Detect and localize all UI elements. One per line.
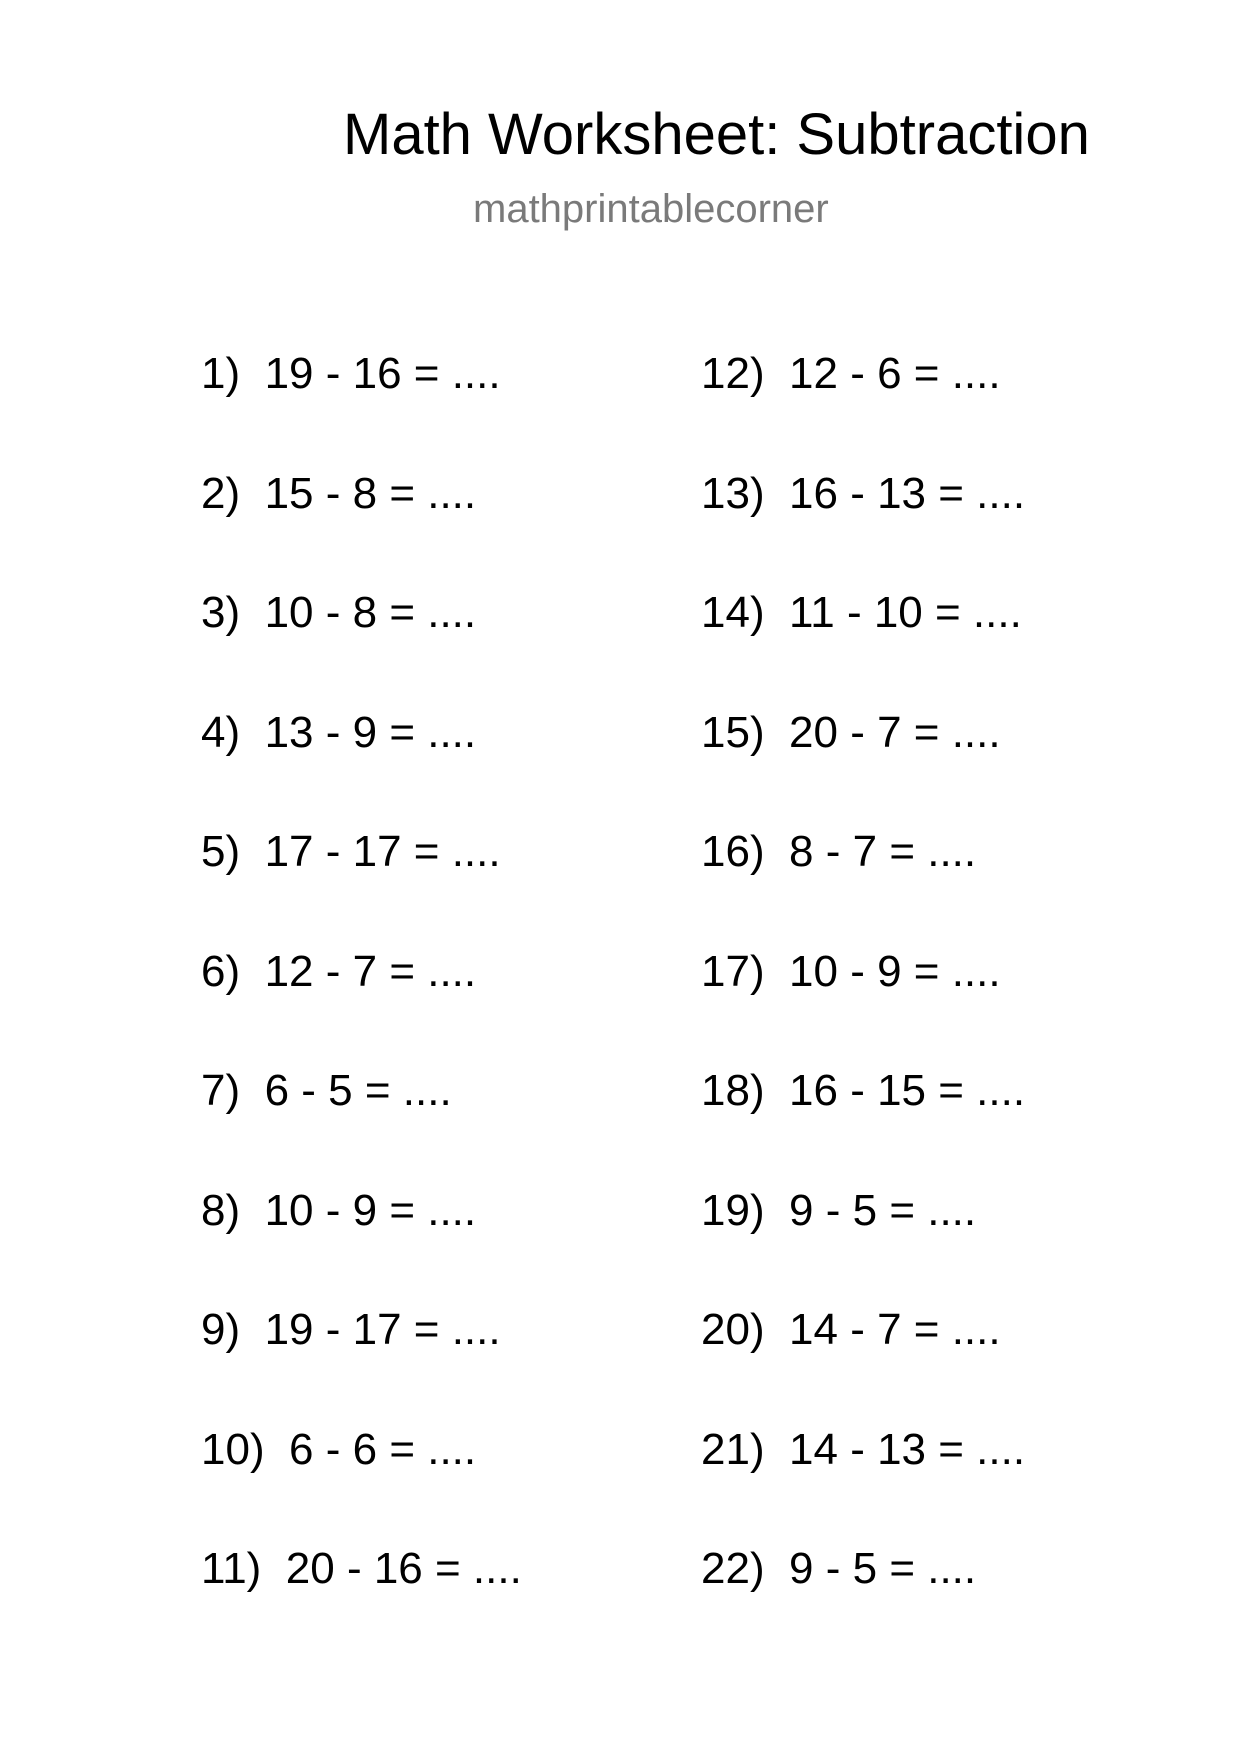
problem-number: 12) [701,349,765,398]
problem-number: 22) [701,1544,765,1593]
problem-expression: 14 - 13 = .... [789,1424,1026,1474]
problem-number: 16) [701,827,765,876]
problem-expression: 12 - 6 = .... [789,349,1001,398]
problem-number: 5) [201,827,241,876]
problem-expression: 17 - 17 = .... [264,827,501,876]
problem-expression: 8 - 7 = .... [789,827,977,876]
problem-item [201,585,476,641]
problem-expression: 20 - 16 = .... [285,1544,522,1593]
problem-item [201,1183,476,1239]
problem-expression: 6 - 5 = .... [264,1066,452,1115]
problem-item [701,346,1001,402]
problem-expression: 16 - 15 = .... [789,1066,1026,1115]
problem-item [201,824,501,880]
worksheet-subtitle: mathprintablecorner [473,187,829,231]
problem-item [201,1302,501,1358]
problem-expression: 9 - 5 = .... [789,1544,977,1593]
problem-expression: 10 - 8 = .... [264,588,477,637]
problem-number: 20) [701,1305,765,1354]
problem-number: 15) [701,707,765,757]
problem-item [701,1422,1025,1478]
problem-expression: 12 - 7 = .... [264,946,477,996]
problem-item [701,466,1025,522]
problem-expression: 10 - 9 = .... [264,1185,477,1235]
problem-expression: 6 - 6 = .... [289,1424,477,1474]
problem-expression: 9 - 5 = .... [789,1185,977,1235]
problem-item [701,944,1001,1000]
problem-expression: 13 - 9 = .... [264,707,477,757]
problem-expression: 16 - 13 = .... [789,468,1026,518]
problem-expression: 15 - 8 = .... [264,468,477,518]
problem-number: 14) [701,588,765,637]
problem-number: 10) [201,1424,265,1474]
problem-number: 9) [201,1305,241,1354]
problem-item [701,585,1022,641]
problem-number: 1) [201,349,241,398]
problem-number: 17) [701,946,765,996]
worksheet-title: Math Worksheet: Subtraction [343,102,1090,167]
problem-number: 19) [701,1185,765,1235]
problem-expression: 19 - 17 = .... [264,1305,501,1354]
problem-item [201,1422,476,1478]
problem-expression: 10 - 9 = .... [789,946,1001,996]
problem-number: 11) [201,1544,262,1593]
problem-number: 13) [701,468,765,518]
problem-expression: 11 - 10 = .... [789,588,1022,637]
problem-item [201,1541,522,1597]
problem-item [701,1302,1001,1358]
problem-item [201,705,476,761]
problem-number: 3) [201,588,241,637]
problem-item [201,1063,452,1119]
problem-item [201,466,476,522]
problem-item [701,1183,976,1239]
problem-item [201,346,501,402]
problem-number: 4) [201,707,241,757]
problem-item [701,1541,976,1597]
problem-expression: 14 - 7 = .... [789,1305,1001,1354]
problem-expression: 19 - 16 = .... [264,349,501,398]
problem-number: 2) [201,468,241,518]
problem-item [201,944,476,1000]
problem-item [701,705,1001,761]
problem-number: 18) [701,1066,765,1115]
problem-number: 8) [201,1185,241,1235]
problem-number: 21) [701,1424,765,1474]
problem-expression: 20 - 7 = .... [789,707,1001,757]
problem-number: 6) [201,946,241,996]
problem-number: 7) [201,1066,241,1115]
problem-item [701,1063,1025,1119]
problem-item [701,824,976,880]
